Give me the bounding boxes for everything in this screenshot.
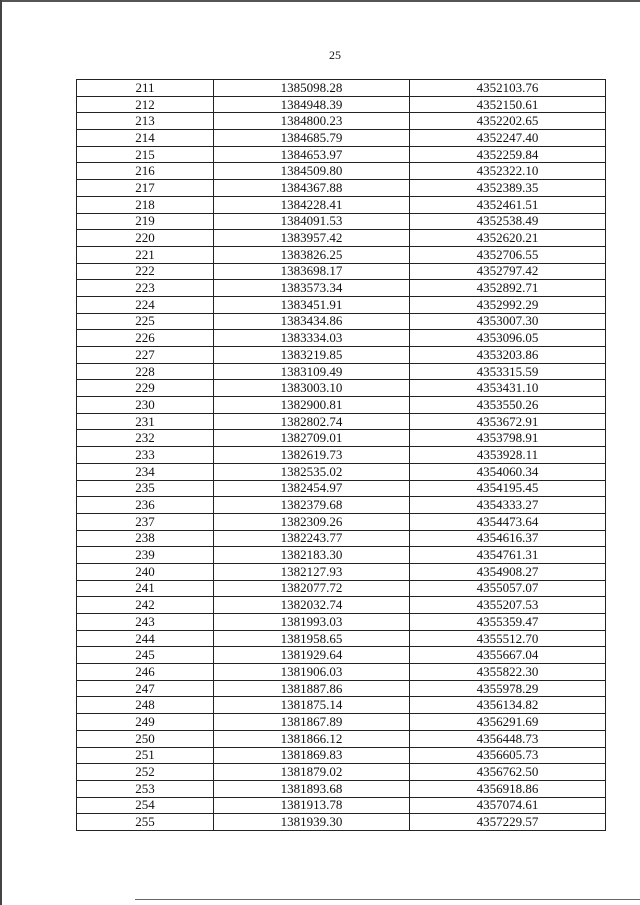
table-row: [77, 347, 606, 364]
table-row: [77, 180, 606, 197]
x-coordinate-cell: 1384948.39: [214, 96, 410, 113]
x-coordinate-cell: 1381939.30: [214, 814, 410, 831]
point-number-cell: 216: [77, 163, 214, 180]
x-coordinate-cell: 1381893.68: [214, 780, 410, 797]
table-row: [77, 230, 606, 247]
x-coordinate-cell: 1381879.02: [214, 764, 410, 781]
y-coordinate-cell: 4352202.65: [410, 113, 606, 130]
page-left-edge: [0, 0, 2, 905]
y-coordinate-cell: 4352322.10: [410, 163, 606, 180]
y-coordinate-cell: 4353798.91: [410, 430, 606, 447]
y-coordinate-cell: 4356448.73: [410, 730, 606, 747]
y-coordinate-cell: 4352150.61: [410, 96, 606, 113]
table-row: [77, 330, 606, 347]
point-number-cell: 212: [77, 96, 214, 113]
point-number-cell: 230: [77, 397, 214, 414]
table-row: [77, 497, 606, 514]
table-row: [77, 96, 606, 113]
y-coordinate-cell: 4356918.86: [410, 780, 606, 797]
y-coordinate-cell: 4353315.59: [410, 363, 606, 380]
y-coordinate-cell: 4354616.37: [410, 530, 606, 547]
x-coordinate-cell: 1382379.68: [214, 497, 410, 514]
x-coordinate-cell: 1382535.02: [214, 463, 410, 480]
point-number-cell: 215: [77, 146, 214, 163]
table-row: [77, 413, 606, 430]
x-coordinate-cell: 1382900.81: [214, 397, 410, 414]
table-row: [77, 730, 606, 747]
x-coordinate-cell: 1381887.86: [214, 680, 410, 697]
x-coordinate-cell: 1384800.23: [214, 113, 410, 130]
table-row: [77, 547, 606, 564]
table-row: [77, 814, 606, 831]
table-row: [77, 463, 606, 480]
point-number-cell: 255: [77, 814, 214, 831]
point-number-cell: 238: [77, 530, 214, 547]
page-number: 25: [329, 48, 341, 62]
point-number-cell: 229: [77, 380, 214, 397]
table-row: [77, 597, 606, 614]
y-coordinate-cell: 4354060.34: [410, 463, 606, 480]
y-coordinate-cell: 4353007.30: [410, 313, 606, 330]
point-number-cell: 239: [77, 547, 214, 564]
x-coordinate-cell: 1382619.73: [214, 447, 410, 464]
point-number-cell: 220: [77, 230, 214, 247]
point-number-cell: 221: [77, 246, 214, 263]
table-row: [77, 563, 606, 580]
table-row: [77, 280, 606, 297]
y-coordinate-cell: 4352706.55: [410, 246, 606, 263]
point-number-cell: 245: [77, 647, 214, 664]
table-row: [77, 780, 606, 797]
table-row: [77, 664, 606, 681]
table-row: [77, 246, 606, 263]
table-row: [77, 313, 606, 330]
table-row: [77, 680, 606, 697]
x-coordinate-cell: 1381867.89: [214, 714, 410, 731]
point-number-cell: 237: [77, 513, 214, 530]
y-coordinate-cell: 4353550.26: [410, 397, 606, 414]
point-number-cell: 233: [77, 447, 214, 464]
table-row: [77, 146, 606, 163]
y-coordinate-cell: 4352389.35: [410, 180, 606, 197]
table-row: [77, 747, 606, 764]
x-coordinate-cell: 1381958.65: [214, 630, 410, 647]
x-coordinate-cell: 1381906.03: [214, 664, 410, 681]
point-number-cell: 242: [77, 597, 214, 614]
x-coordinate-cell: 1383826.25: [214, 246, 410, 263]
table-row: [77, 397, 606, 414]
page-bottom-edge: [135, 899, 640, 900]
table-row: [77, 764, 606, 781]
table-row: [77, 647, 606, 664]
x-coordinate-cell: 1385098.28: [214, 80, 410, 97]
y-coordinate-cell: 4355359.47: [410, 614, 606, 631]
y-coordinate-cell: 4354333.27: [410, 497, 606, 514]
y-coordinate-cell: 4352620.21: [410, 230, 606, 247]
table-row: [77, 447, 606, 464]
x-coordinate-cell: 1383573.34: [214, 280, 410, 297]
y-coordinate-cell: 4352797.42: [410, 263, 606, 280]
x-coordinate-cell: 1382127.93: [214, 563, 410, 580]
x-coordinate-cell: 1381993.03: [214, 614, 410, 631]
y-coordinate-cell: 4355667.04: [410, 647, 606, 664]
x-coordinate-cell: 1382183.30: [214, 547, 410, 564]
page-top-edge: [0, 0, 640, 2]
table-row: [77, 797, 606, 814]
x-coordinate-cell: 1383109.49: [214, 363, 410, 380]
y-coordinate-cell: 4352247.40: [410, 130, 606, 147]
x-coordinate-cell: 1381869.83: [214, 747, 410, 764]
point-number-cell: 236: [77, 497, 214, 514]
x-coordinate-cell: 1384228.41: [214, 196, 410, 213]
point-number-cell: 247: [77, 680, 214, 697]
table-row: [77, 697, 606, 714]
table-row: [77, 80, 606, 97]
table-row: [77, 430, 606, 447]
x-coordinate-cell: 1381929.64: [214, 647, 410, 664]
y-coordinate-cell: 4355822.30: [410, 664, 606, 681]
x-coordinate-cell: 1383698.17: [214, 263, 410, 280]
x-coordinate-cell: 1383451.91: [214, 296, 410, 313]
point-number-cell: 227: [77, 347, 214, 364]
table-row: [77, 580, 606, 597]
y-coordinate-cell: 4355207.53: [410, 597, 606, 614]
x-coordinate-cell: 1381875.14: [214, 697, 410, 714]
point-number-cell: 243: [77, 614, 214, 631]
point-number-cell: 232: [77, 430, 214, 447]
x-coordinate-cell: 1384653.97: [214, 146, 410, 163]
x-coordinate-cell: 1382709.01: [214, 430, 410, 447]
y-coordinate-cell: 4352461.51: [410, 196, 606, 213]
point-number-cell: 253: [77, 780, 214, 797]
point-number-cell: 218: [77, 196, 214, 213]
y-coordinate-cell: 4355978.29: [410, 680, 606, 697]
table-row: [77, 714, 606, 731]
y-coordinate-cell: 4354908.27: [410, 563, 606, 580]
table-row: [77, 480, 606, 497]
x-coordinate-cell: 1384367.88: [214, 180, 410, 197]
y-coordinate-cell: 4356605.73: [410, 747, 606, 764]
y-coordinate-cell: 4353203.86: [410, 347, 606, 364]
point-number-cell: 213: [77, 113, 214, 130]
y-coordinate-cell: 4352992.29: [410, 296, 606, 313]
table-row: [77, 296, 606, 313]
point-number-cell: 226: [77, 330, 214, 347]
y-coordinate-cell: 4354195.45: [410, 480, 606, 497]
y-coordinate-cell: 4352103.76: [410, 80, 606, 97]
point-number-cell: 219: [77, 213, 214, 230]
x-coordinate-cell: 1383334.03: [214, 330, 410, 347]
table-row: [77, 130, 606, 147]
point-number-cell: 248: [77, 697, 214, 714]
table-row: [77, 513, 606, 530]
point-number-cell: 214: [77, 130, 214, 147]
y-coordinate-cell: 4356762.50: [410, 764, 606, 781]
x-coordinate-cell: 1384091.53: [214, 213, 410, 230]
point-number-cell: 228: [77, 363, 214, 380]
point-number-cell: 222: [77, 263, 214, 280]
y-coordinate-cell: 4352538.49: [410, 213, 606, 230]
table-row: [77, 113, 606, 130]
point-number-cell: 224: [77, 296, 214, 313]
x-coordinate-cell: 1383957.42: [214, 230, 410, 247]
point-number-cell: 231: [77, 413, 214, 430]
table-row: [77, 196, 606, 213]
y-coordinate-cell: 4355057.07: [410, 580, 606, 597]
y-coordinate-cell: 4355512.70: [410, 630, 606, 647]
x-coordinate-cell: 1383219.85: [214, 347, 410, 364]
y-coordinate-cell: 4357074.61: [410, 797, 606, 814]
x-coordinate-cell: 1383434.86: [214, 313, 410, 330]
y-coordinate-cell: 4357229.57: [410, 814, 606, 831]
y-coordinate-cell: 4352259.84: [410, 146, 606, 163]
x-coordinate-cell: 1382243.77: [214, 530, 410, 547]
point-number-cell: 246: [77, 664, 214, 681]
y-coordinate-cell: 4353928.11: [410, 447, 606, 464]
x-coordinate-cell: 1381866.12: [214, 730, 410, 747]
x-coordinate-cell: 1381913.78: [214, 797, 410, 814]
x-coordinate-cell: 1384685.79: [214, 130, 410, 147]
x-coordinate-cell: 1382802.74: [214, 413, 410, 430]
point-number-cell: 223: [77, 280, 214, 297]
x-coordinate-cell: 1384509.80: [214, 163, 410, 180]
y-coordinate-cell: 4354473.64: [410, 513, 606, 530]
point-number-cell: 251: [77, 747, 214, 764]
y-coordinate-cell: 4353672.91: [410, 413, 606, 430]
coordinates-table-body: [77, 80, 606, 831]
x-coordinate-cell: 1383003.10: [214, 380, 410, 397]
table-row: [77, 630, 606, 647]
y-coordinate-cell: 4352892.71: [410, 280, 606, 297]
point-number-cell: 211: [77, 80, 214, 97]
point-number-cell: 240: [77, 563, 214, 580]
point-number-cell: 254: [77, 797, 214, 814]
y-coordinate-cell: 4356291.69: [410, 714, 606, 731]
y-coordinate-cell: 4353431.10: [410, 380, 606, 397]
coordinates-table: [76, 79, 606, 831]
x-coordinate-cell: 1382077.72: [214, 580, 410, 597]
point-number-cell: 235: [77, 480, 214, 497]
y-coordinate-cell: 4356134.82: [410, 697, 606, 714]
point-number-cell: 244: [77, 630, 214, 647]
table-row: [77, 213, 606, 230]
point-number-cell: 234: [77, 463, 214, 480]
y-coordinate-cell: 4354761.31: [410, 547, 606, 564]
table-row: [77, 380, 606, 397]
table-row: [77, 263, 606, 280]
y-coordinate-cell: 4353096.05: [410, 330, 606, 347]
x-coordinate-cell: 1382309.26: [214, 513, 410, 530]
point-number-cell: 250: [77, 730, 214, 747]
point-number-cell: 252: [77, 764, 214, 781]
x-coordinate-cell: 1382454.97: [214, 480, 410, 497]
table-row: [77, 363, 606, 380]
table-row: [77, 530, 606, 547]
point-number-cell: 249: [77, 714, 214, 731]
point-number-cell: 241: [77, 580, 214, 597]
x-coordinate-cell: 1382032.74: [214, 597, 410, 614]
point-number-cell: 217: [77, 180, 214, 197]
table-row: [77, 163, 606, 180]
point-number-cell: 225: [77, 313, 214, 330]
table-row: [77, 614, 606, 631]
